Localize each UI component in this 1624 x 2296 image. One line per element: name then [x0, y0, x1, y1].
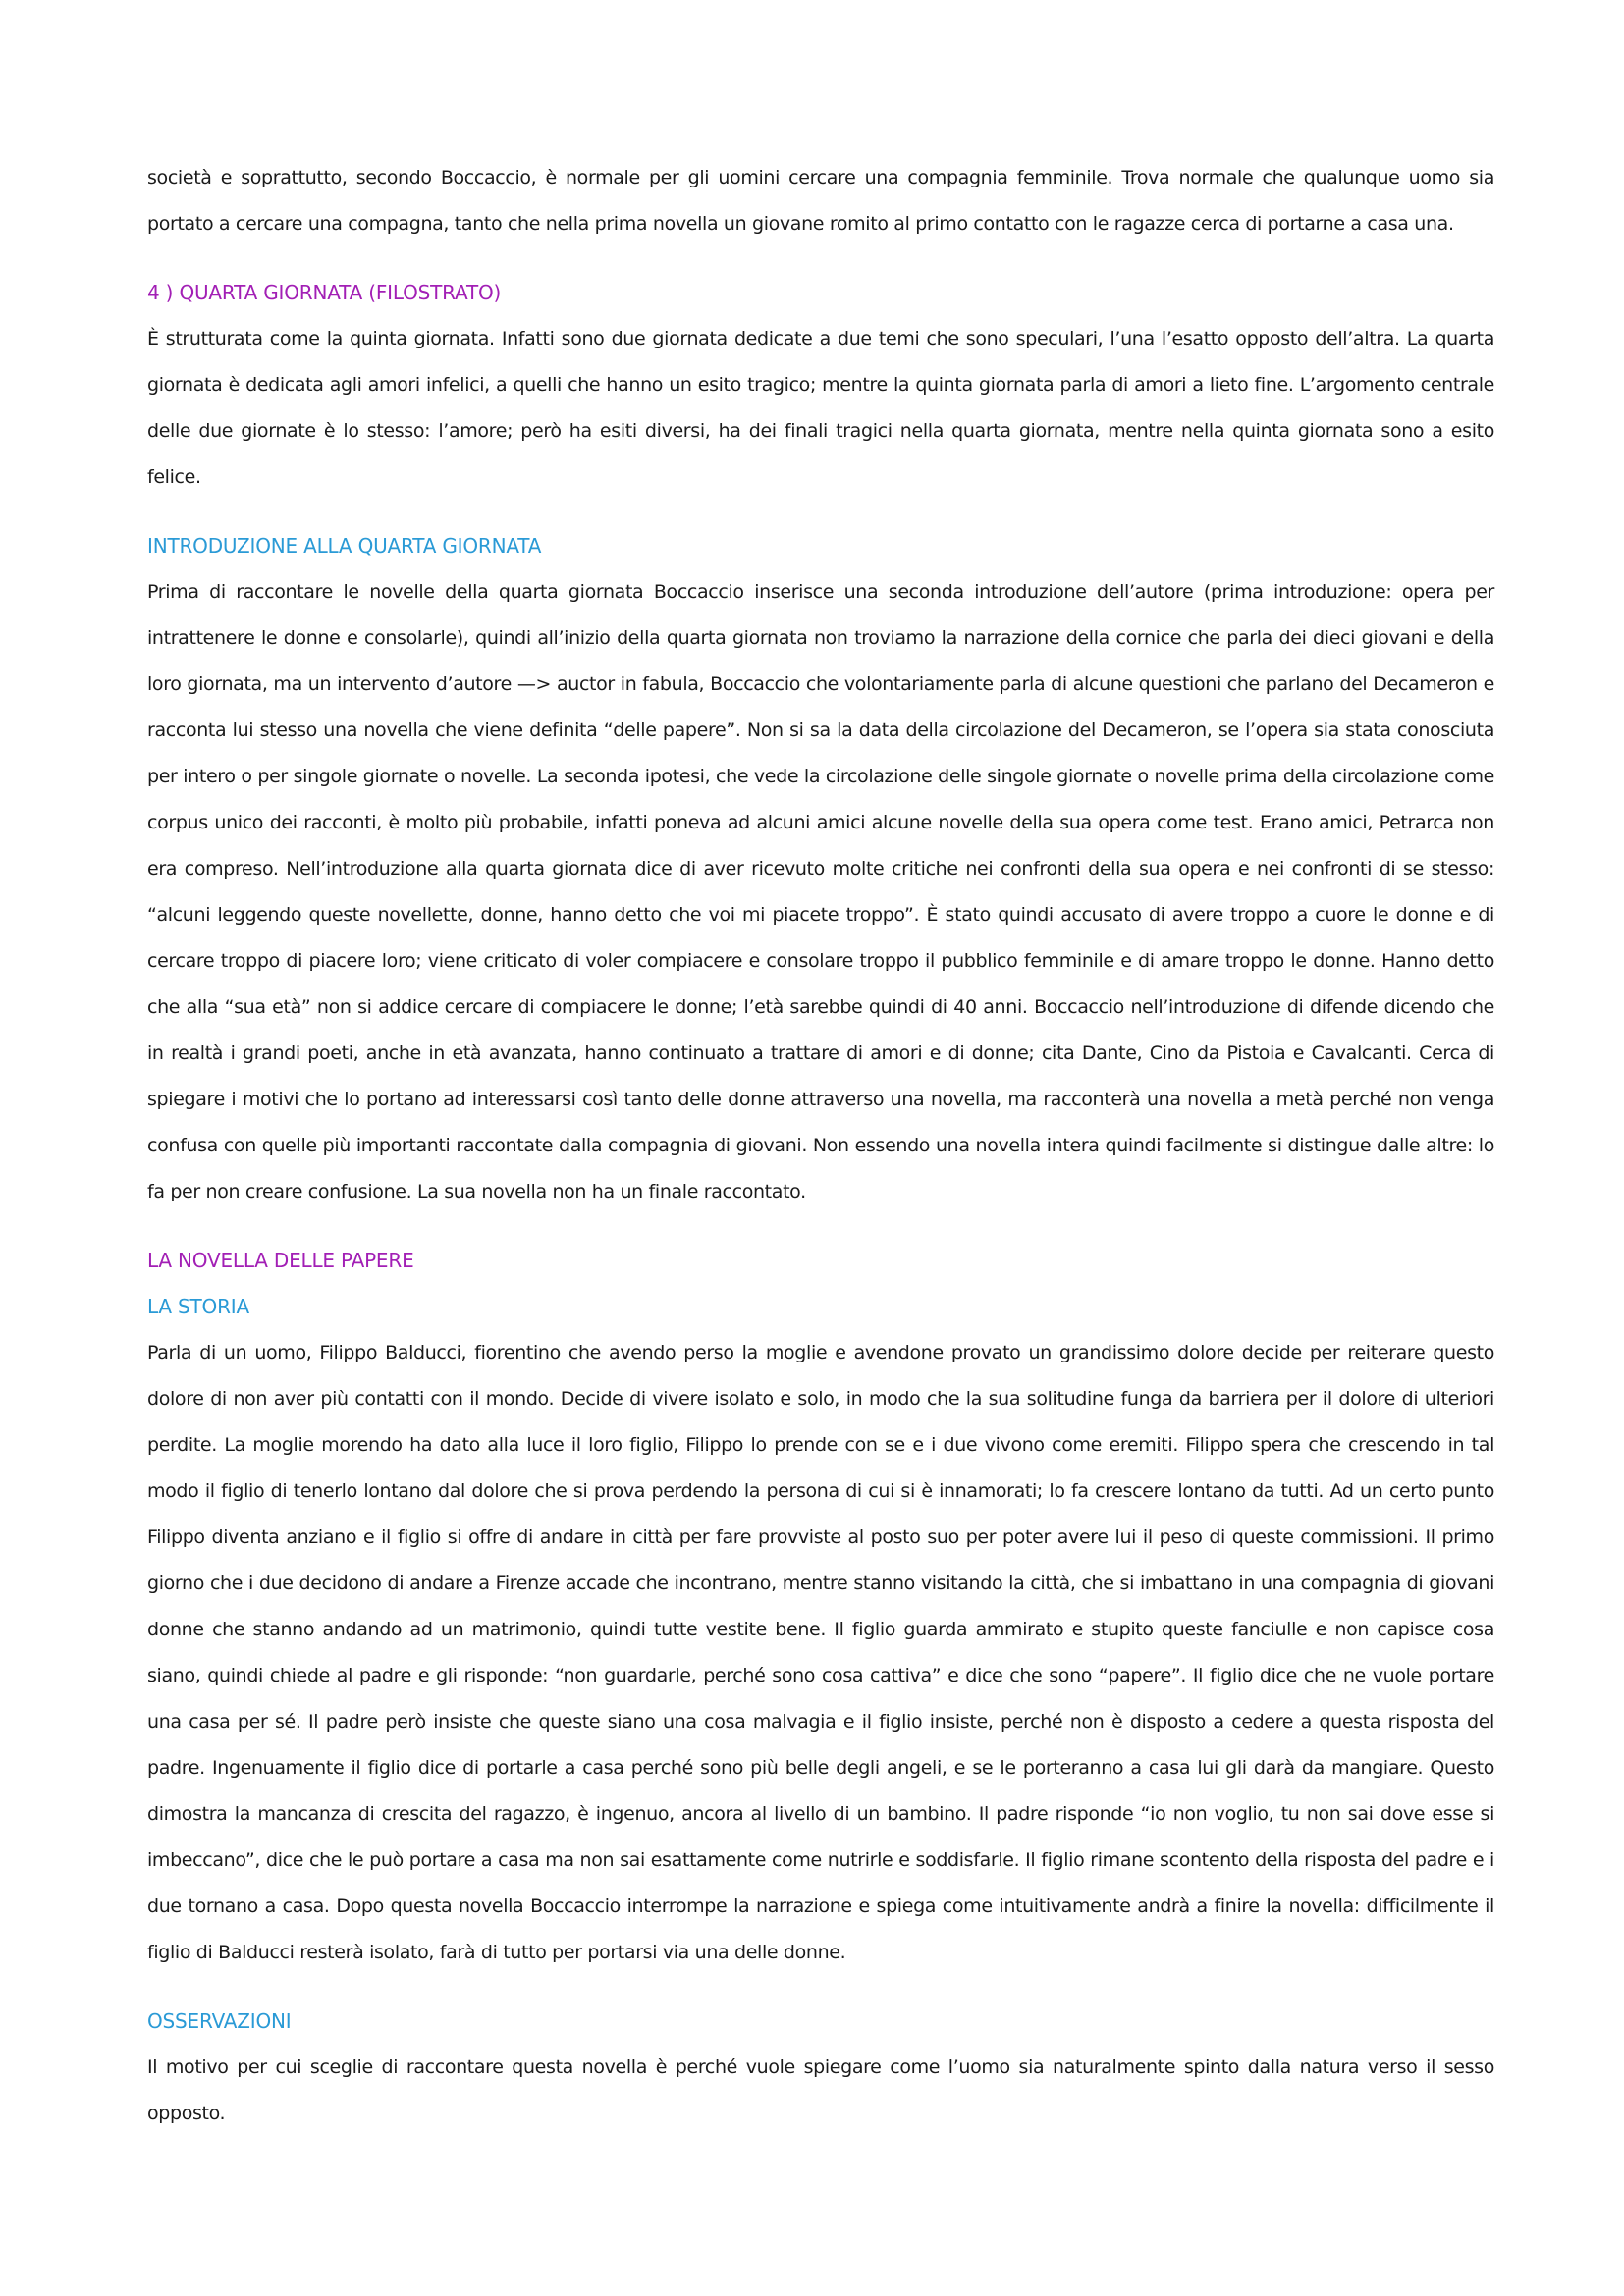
storia-paragraph: Parla di un uomo, Filippo Balducci, fiorentino che avendo perso la moglie e avendone provato un grandissimo dolore decide per reiterare questo dolore di non aver più contatti con il mondo. Decide di vivere isolato e solo, in modo che la sua solitudine funga da barriera per il dolore di ulteriori perdite. La moglie morendo ha dato alla luce il loro figlio, Filippo lo prende con se e i due vivono come eremiti. Filippo spera che crescendo in tal modo il figlio di tenerlo lontano dal dolore che si prova perdendo la persona di cui si è innamorati; lo fa crescere lontano da tutti. Ad un certo punto Filippo diventa anziano e il figlio si offre di andare in città per fare provviste al posto suo per poter avere lui il peso di queste commissioni. Il primo giorno che i due decidono di andare a Firenze accade che incontrano, mentre stanno visitando la città, che si imbattano in una compagnia di giovani donne che stanno andando ad un matrimonio, quindi tutte vestite bene. Il figlio guarda ammirato e stupito queste fanciulle e non capisce cosa siano, quindi chiede al padre e gli risponde: “non guardarle, perché sono cosa cattiva” e dice che sono “papere”. Il figlio dice che ne vuole portare una casa per sé. Il padre però insiste che queste siano una cosa malvagia e il figlio insiste, perché non è disposto a cedere a questa risposta del padre. Ingenuamente il figlio dice di portarle a casa perché sono più belle degli angeli, e se le porteranno a casa lui gli darà da mangiare. Questo dimostra la mancanza di crescita del ragazzo, è ingenuo, ancora al livello di un bambino. Il padre risponde “io non voglio, tu non sai dove esse si imbeccano”, dice che le può portare a casa ma non sai esattamente come nutrirle e soddisfarle. Il figlio rimane scontento della risposta del padre e i due tornano a casa. Dopo questa novella Boccaccio interrompe la narrazione e spiega come intuitivamente andrà a finire la novella: difficilmente il figlio di Balducci resterà isolato, farà di tutto per portarsi via una delle donne.	[147, 1342, 1494, 1963]
spacer	[147, 501, 1494, 523]
document-page	[147, 155, 1494, 2137]
storia-heading: LA STORIA	[147, 1295, 249, 1318]
spacer	[147, 247, 1494, 270]
spacer	[147, 1976, 1494, 1999]
osservazioni-heading: OSSERVAZIONI	[147, 2009, 292, 2033]
quarta-giornata-paragraph: È strutturata come la quinta giornata. Infatti sono due giornata dedicate a due temi che sono speculari, l’una l’esatto opposto dell’altra. La quarta giornata è dedicata agli amori infelici, a quelli che hanno un esito tragico; mentre la quinta giornata parla di amori a lieto fine. L’argomento centrale delle due giornate è lo stesso: l’amore; però ha esiti diversi, ha dei finali tragici nella quarta giornata, mentre nella quinta giornata sono a esito felice.	[147, 328, 1494, 488]
introduzione-paragraph: Prima di raccontare le novelle della quarta giornata Boccaccio inserisce una seconda introduzione dell’autore (prima introduzione: opera per intrattenere le donne e consolarle), quindi all’inizio della quarta giornata non troviamo la narrazione della cornice che parla dei dieci giovani e della loro giornata, ma un intervento d’autore —> auctor in fabula, Boccaccio che volontariamente parla di alcune questioni che parlano del Decameron e racconta lui stesso una novella che viene definita “delle papere”. Non si sa la data della circolazione del Decameron, se l’opera sia stata conosciuta per intero o per singole giornate o novelle. La seconda ipotesi, che vede la circolazione delle singole giornate o novelle prima della circolazione come corpus unico dei racconti, è molto più probabile, infatti poneva ad alcuni amici alcune novelle della sua opera come test. Erano amici, Petrarca non era compreso. Nell’introduzione alla quarta giornata dice di aver ricevuto molte critiche nei confronti della sua opera e nei confronti di se stesso: “alcuni leggendo queste novellette, donne, hanno detto che voi mi piacete troppo”. È stato quindi accusato di avere troppo a cuore le donne e di cercare troppo di piacere loro; viene criticato di voler compiacere e consolare troppo il pubblico femminile e di amare troppo le donne. Hanno detto che alla “sua età” non si addice cercare di compiacere le donne; l’età sarebbe quindi di 40 anni. Boccaccio nell’introduzione di difende dicendo che in realtà i grandi poeti, anche in età avanzata, hanno continuato a trattare di amori e di donne; cita Dante, Cino da Pistoia e Cavalcanti. Cerca di spiegare i motivi che lo portano ad interessarsi così tanto delle donne attraverso una novella, ma racconterà una novella a metà perché non venga confusa con quelle più importanti raccontate dalla compagnia di giovani. Non essendo una novella intera quindi facilmente si distingue dalle altre: lo fa per non creare confusione. La sua novella non ha un finale raccontato.	[147, 581, 1494, 1202]
intro-continuation-paragraph: società e soprattutto, secondo Boccaccio, è normale per gli uomini cercare una compagnia femminile. Trova normale che qualunque uomo sia portato a cercare una compagna, tanto che nella prima novella un giovane romito al primo contatto con le ragazze cerca di portarne a casa una.	[147, 167, 1494, 235]
novella-heading: LA NOVELLA DELLE PAPERE	[147, 1249, 414, 1272]
osservazioni-paragraph: Il motivo per cui sceglie di raccontare questa novella è perché vuole spiegare come l’uomo sia naturalmente spinto dalla natura verso il sesso opposto.	[147, 2056, 1494, 2124]
introduzione-heading: INTRODUZIONE ALLA QUARTA GIORNATA	[147, 534, 542, 558]
spacer	[147, 1215, 1494, 1238]
quarta-giornata-heading: 4 ) QUARTA GIORNATA (FILOSTRATO)	[147, 281, 502, 304]
